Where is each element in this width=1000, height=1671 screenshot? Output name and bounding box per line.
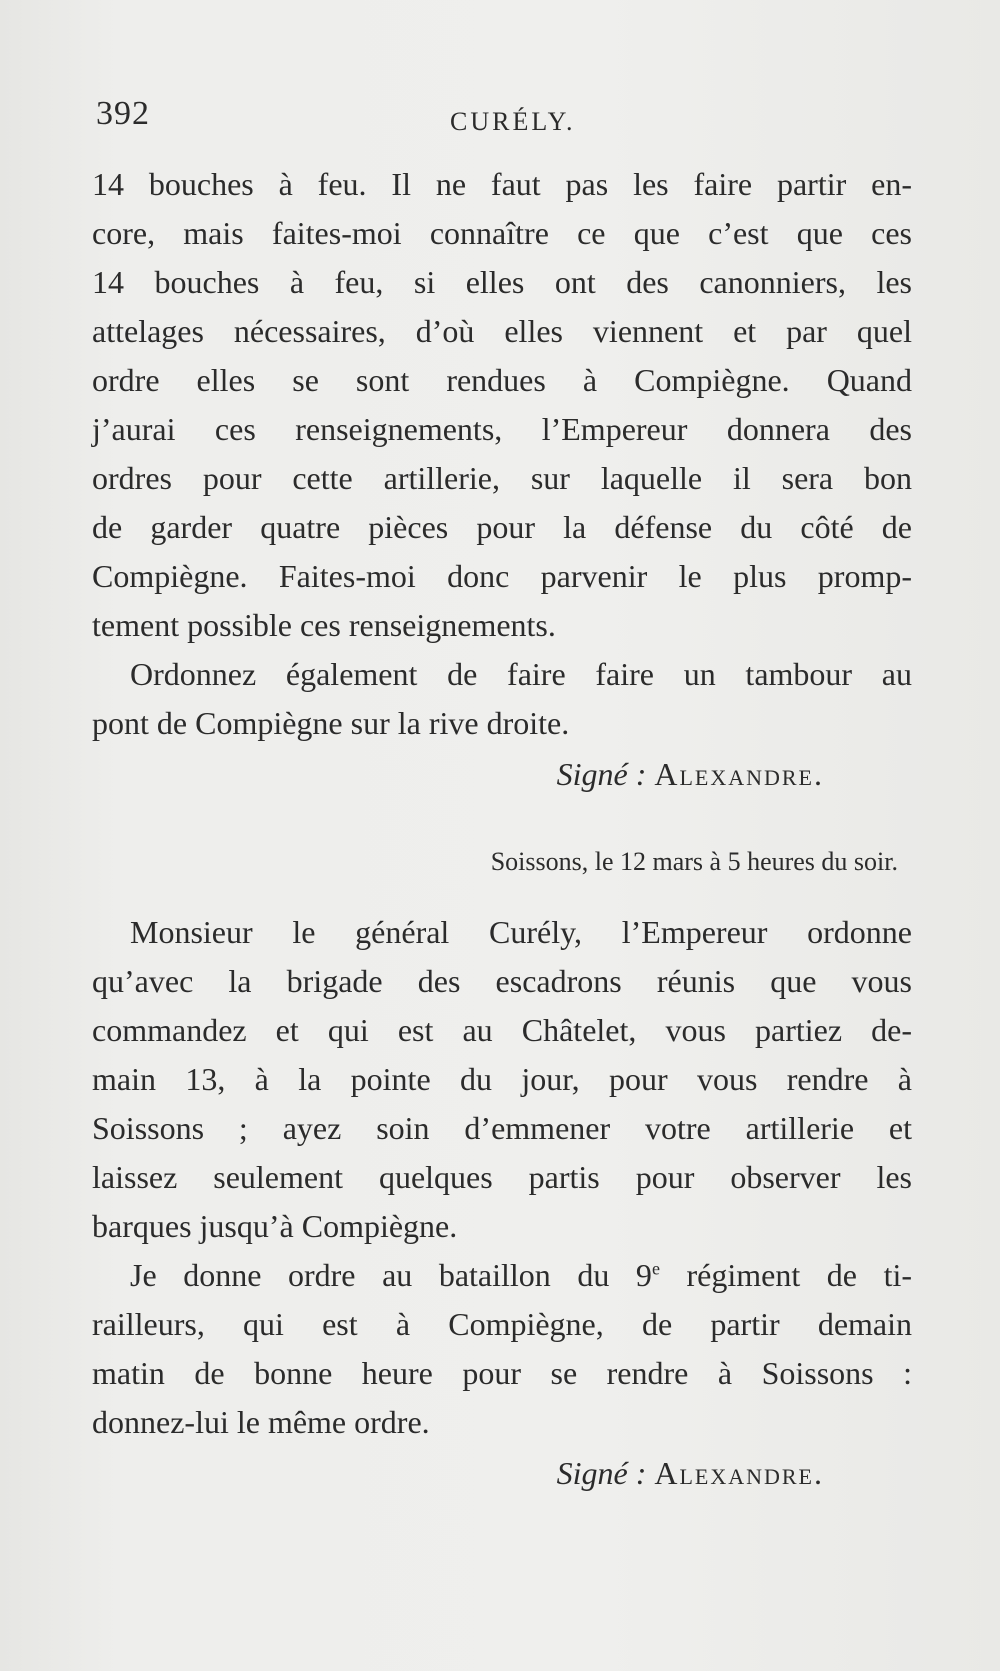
text-line: 14 bouches à feu. Il ne faut pas les faire partir en- (92, 166, 912, 202)
superscript: e (651, 1258, 660, 1279)
text-line: j’aurai ces renseignements, l’Empereur donnera des (92, 411, 912, 447)
text-line: laissez seulement quelques partis pour observer les (92, 1159, 912, 1195)
text-line: matin de bonne heure pour se rendre à Soissons : (92, 1355, 912, 1391)
text-line (92, 1251, 912, 1300)
text-line: Soissons ; ayez soin d’emmener votre artillerie et (92, 1110, 912, 1146)
body-text (92, 160, 912, 1508)
text-fragment: régiment de ti- (659, 1257, 913, 1293)
signature-2 (92, 1449, 912, 1498)
text-line: core, mais faites-moi connaître ce que c’est que ces (92, 215, 912, 251)
signature-label: Signé : (556, 756, 647, 792)
dateline: Soissons, le 12 mars à 5 heures du soir. (490, 847, 898, 876)
text-line: 14 bouches à feu, si elles ont des canonniers, les (92, 264, 912, 300)
paragraph-2 (92, 650, 912, 748)
text-line: barques jusqu’à Compiègne. (92, 1208, 458, 1244)
text-fragment: Je donne ordre au bataillon du 9 (130, 1257, 652, 1293)
paragraph-3 (92, 908, 912, 1251)
text-line: Compiègne. Faites-moi donc parvenir le plus promp- (92, 558, 912, 594)
text-line: pont de Compiègne sur la rive droite. (92, 705, 570, 741)
text-line: commandez et qui est au Châtelet, vous partiez de- (92, 1012, 912, 1048)
signature-1 (92, 750, 912, 799)
signature-name: Alexandre. (654, 1455, 824, 1491)
page-header (0, 95, 1000, 145)
text-line: Ordonnez également de faire faire un tambour au (130, 656, 912, 692)
text-line: Monsieur le général Curély, l’Empereur ordonne (130, 914, 912, 950)
text-line: de garder quatre pièces pour la défense du côté de (92, 509, 912, 545)
text-line: ordre elles se sont rendues à Compiègne. Quand (92, 362, 912, 398)
text-line: attelages nécessaires, d’où elles viennent et par quel (92, 313, 912, 349)
text-line: main 13, à la pointe du jour, pour vous rendre à (92, 1061, 912, 1097)
paragraph-1 (92, 160, 912, 650)
running-head: CURÉLY. (450, 107, 576, 136)
signature-name: Alexandre. (654, 756, 824, 792)
text-line: qu’avec la brigade des escadrons réunis que vous (92, 963, 912, 999)
text-line: railleurs, qui est à Compiègne, de partir demain (92, 1306, 912, 1342)
signature-label: Signé : (556, 1455, 647, 1491)
page-number: 392 (96, 95, 150, 132)
text-line: ordres pour cette artillerie, sur laquelle il sera bon (92, 460, 912, 496)
text-line: tement possible ces renseignements. (92, 607, 556, 643)
paragraph-4 (92, 1251, 912, 1447)
text-line: donnez-lui le même ordre. (92, 1404, 430, 1440)
